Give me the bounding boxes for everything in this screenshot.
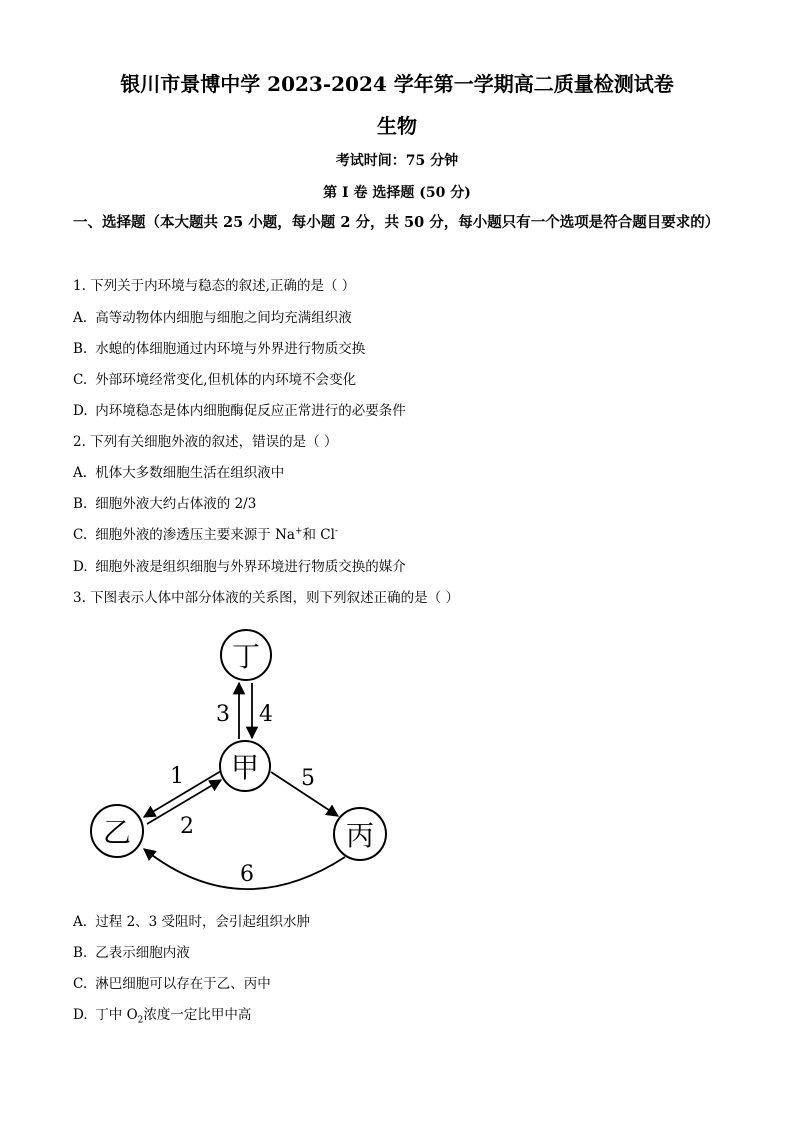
node-jia [220,741,270,791]
part-heading: 第 Ⅰ 卷 选择题 (50 分) [323,185,471,201]
node-yi [91,805,143,857]
question-1-option-b: B. 水螅的体细胞通过内环境与外界进行物质交换 [73,341,366,357]
edge-6-label: 6 [240,862,254,887]
question-2-option-a: A. 机体大多数细胞生活在组织液中 [73,465,285,481]
section-heading: 一、选择题（本大题共 25 小题，每小题 2 分，共 50 分，每小题只有一个选项是符合题目要求的） [73,214,720,231]
question-3-option-b: B. 乙表示细胞内液 [73,945,190,961]
question-2-stem: 2. 下列有关细胞外液的叙述，错误的是（ ） [73,434,338,450]
body-fluid-diagram [80,625,400,897]
svg-text:丁: 丁 [231,640,261,673]
exam-title: 银川市景博中学 2023-2024 学年第一学期高二质量检测试卷 [120,72,674,96]
question-2-option-c: C. 细胞外液的渗透压主要来源于 Na+和 Cl- [73,526,338,543]
edge-2-label: 2 [180,814,194,839]
question-3-option-d: D. 丁中 $O_2$浓度一定比甲中高 [73,1007,252,1026]
exam-time: 考试时间：75 分钟 [335,153,459,169]
question-3-option-a: A. 过程 2、3 受阻时，会引起组织水肿 [73,914,311,930]
question-1-stem: 1. 下列关于内环境与稳态的叙述,正确的是（ ） [73,278,356,294]
edge-1-label: 1 [170,764,184,789]
question-2-option-b: B. 细胞外液大约占体液的 2/3 [73,496,257,512]
subject-title: 生物 [377,114,417,138]
edge-5-label: 5 [301,766,315,791]
svg-text:乙: 乙 [102,816,132,849]
edge-3-label: 3 [216,702,230,727]
question-1-option-a: A. 高等动物体内细胞与细胞之间均充满组织液 [73,310,352,326]
node-ding [221,630,271,680]
question-1-option-c: C. 外部环境经常变化,但机体的内环境不会变化 [73,372,357,388]
svg-text:甲: 甲 [230,751,260,784]
question-3-option-c: C. 淋巴细胞可以存在于乙、丙中 [73,976,271,992]
svg-text:丙: 丙 [345,819,375,852]
question-1-option-d: D. 内环境稳态是体内细胞酶促反应正常进行的必要条件 [73,403,406,419]
edge-4-label: 4 [259,702,273,727]
question-2-option-d: D. 细胞外液是组织细胞与外界环境进行物质交换的媒介 [73,559,406,575]
question-3-stem: 3. 下图表示人体中部分体液的关系图，则下列叙述正确的是（ ） [73,590,459,606]
node-bing [334,808,386,860]
